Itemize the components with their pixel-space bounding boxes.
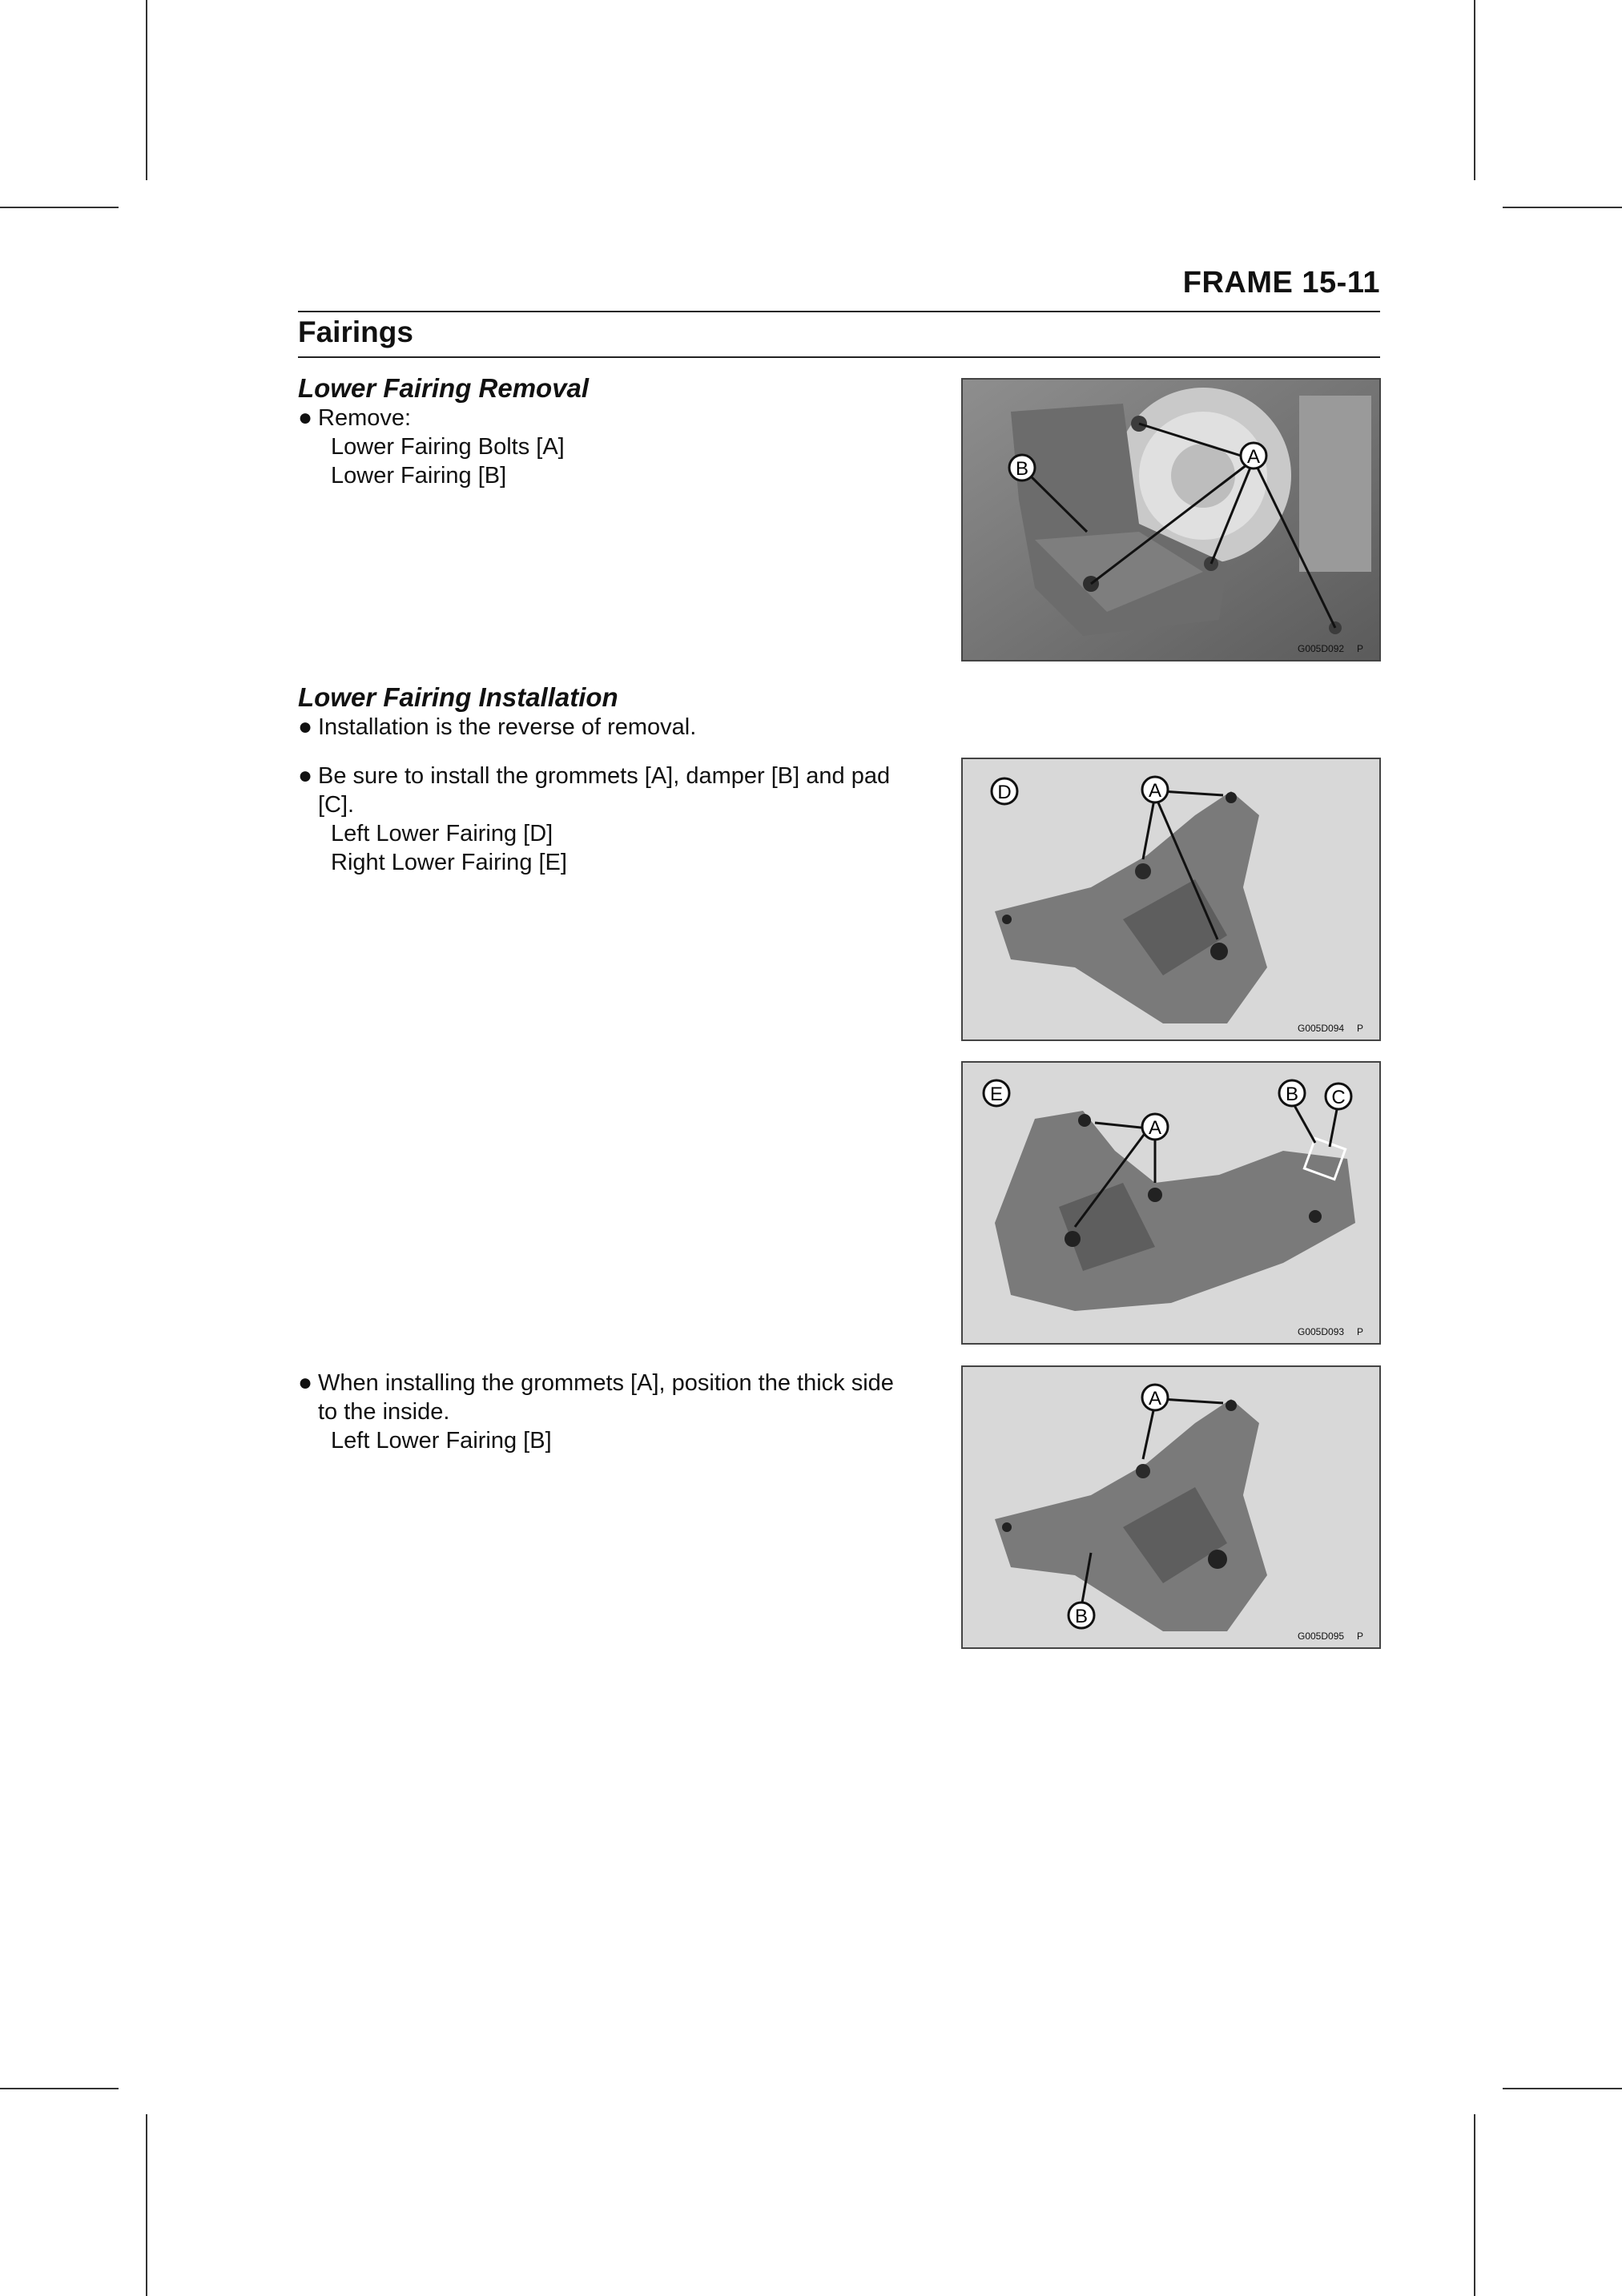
installation-bullet-2: Be sure to install the grommets [A], damper [B] and pad [318,763,891,789]
callout-a: A [1148,1117,1162,1139]
header-rule [298,311,1380,312]
photo-right-lower-fairing [961,1061,1381,1345]
bullet-icon: ● [298,1369,313,1396]
photo-grommet-orientation [961,1365,1381,1649]
installation-bullet-3-cont: to the inside. [318,1399,450,1425]
installation-bullet-3: When installing the grommets [A], position the thick side [318,1370,894,1396]
photo-lower-fairing-removal [961,378,1381,661]
callout-a: A [1246,446,1261,468]
bullet-icon: ● [298,762,313,789]
removal-item: Lower Fairing [B] [331,463,507,489]
installation-heading: Lower Fairing Installation [298,682,618,712]
photo-code-suffix: P [1357,1631,1364,1642]
photo-illustration [963,380,1379,660]
photo-left-lower-fairing [961,758,1381,1041]
callout-c: C [1331,1087,1346,1108]
photo-code: G005D095 [1298,1631,1345,1642]
crop-mark [0,207,119,208]
crop-mark [1503,2088,1622,2089]
callout-a: A [1148,1388,1162,1409]
photo-code: G005D094 [1298,1023,1345,1034]
photo-illustration [963,1367,1379,1647]
callout-b: B [1074,1606,1089,1627]
crop-mark [146,0,147,180]
installation-bullet-2-cont: [C]. [318,792,355,818]
installation-item: Right Lower Fairing [E] [331,850,567,875]
callout-e: E [989,1084,1004,1105]
crop-mark [1503,207,1622,208]
callout-d: D [997,782,1012,803]
crop-mark [1474,0,1475,180]
bullet-icon: ● [298,714,313,740]
photo-illustration [963,759,1379,1039]
crop-mark [0,2088,119,2089]
section-title: Fairings [298,316,413,348]
bullet-icon: ● [298,404,313,431]
photo-illustration [963,1063,1379,1343]
photo-code-suffix: P [1357,1023,1364,1034]
callout-a: A [1148,780,1162,802]
removal-item: Lower Fairing Bolts [A] [331,434,565,460]
crop-mark [146,2114,147,2296]
removal-heading: Lower Fairing Removal [298,373,590,403]
installation-item: Left Lower Fairing [B] [331,1428,552,1454]
removal-bullet: Remove: [318,405,412,431]
installation-bullet-1: Installation is the reverse of removal. [318,714,697,740]
photo-code: G005D093 [1298,1326,1345,1337]
callout-b: B [1015,458,1029,480]
section-rule [298,356,1380,358]
callout-b: B [1285,1084,1299,1105]
page-header-label: FRAME 15-11 [1182,266,1380,300]
photo-code-suffix: P [1357,1326,1364,1337]
crop-mark [1474,2114,1475,2296]
installation-item: Left Lower Fairing [D] [331,821,553,846]
photo-code-suffix: P [1357,643,1364,654]
photo-code: G005D092 [1298,643,1345,654]
